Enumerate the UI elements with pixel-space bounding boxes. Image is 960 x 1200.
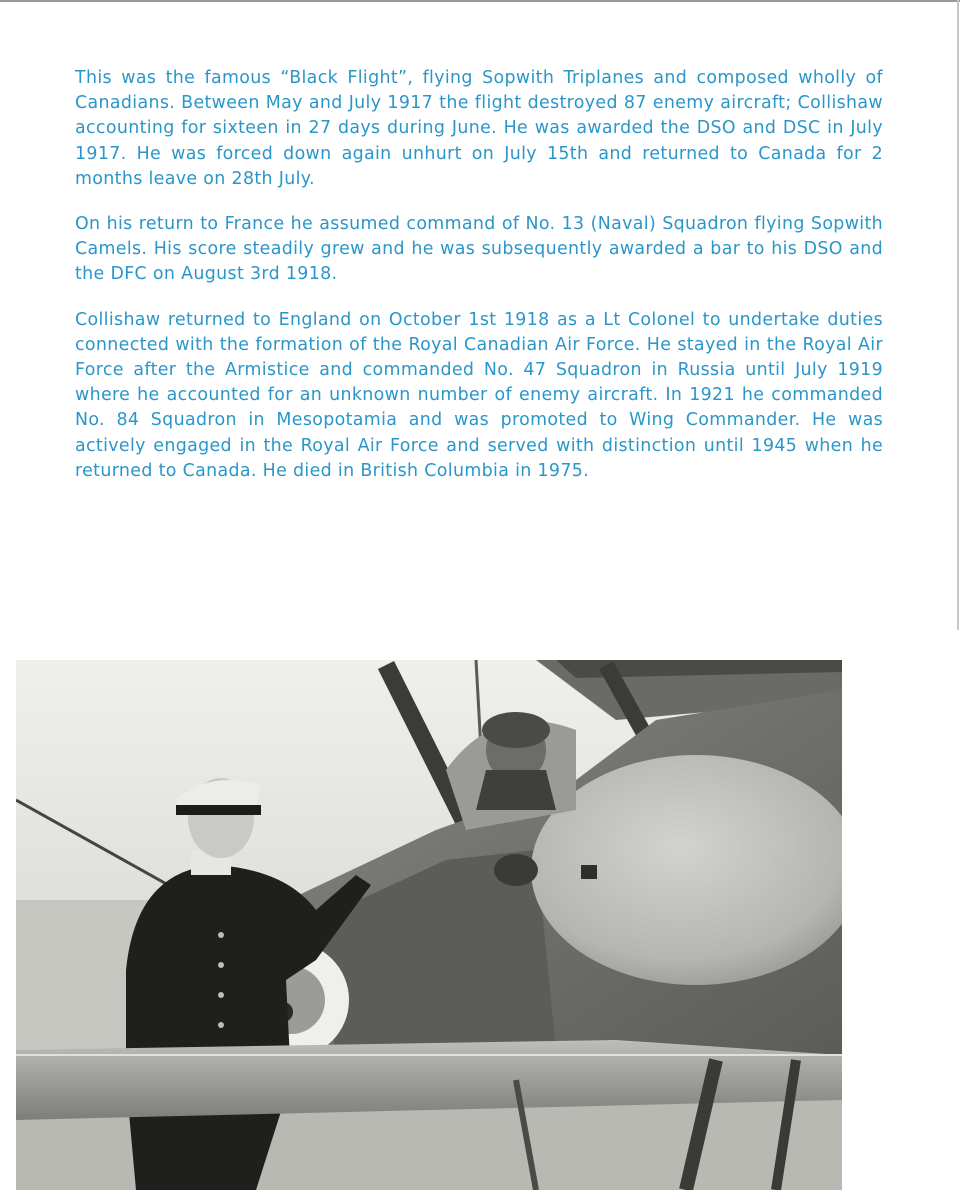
top-edge-line: [0, 0, 960, 2]
historical-photograph: [16, 660, 842, 1190]
biography-text: [75, 66, 883, 504]
paragraph-later-career: Collishaw returned to England on October 1st 1918 as a Lt Colonel to undertake duties connected with the formation of the Royal Canadian Air Force. He stayed in the Royal Air Force after the Armistice and commanded No. 47 Squadron in Russia until July 1919 where he accounted for an unknown number of enemy aircraft. In 1921 he commanded No. 84 Squadron in Mesopotamia and was promoted to Wing Commander. He was actively engaged in the Royal Air Force and served with distinction until 1945 when he returned to Canada. He died in British Columbia in 1975.: [75, 309, 883, 481]
paragraph-black-flight: This was the famous “Black Flight”, flying Sopwith Triplanes and composed wholly of Canadians. Between May and July 1917 the flight destroyed 87 enemy aircraft; Collishaw accounting for sixteen in 27 days during June. He was awarded the DSO and DSC in July 1917. He was forced down again unhurt on July 15th and returned to Canada for 2 months leave on 28th July.: [75, 68, 883, 189]
paragraph-naval-squadron: On his return to France he assumed command of No. 13 (Naval) Squadron flying Sopwith Camels. His score steadily grew and he was subsequently awarded a bar to his DSO and the DFC on August 3rd 1918.: [75, 214, 883, 285]
right-edge-line: [957, 0, 959, 630]
